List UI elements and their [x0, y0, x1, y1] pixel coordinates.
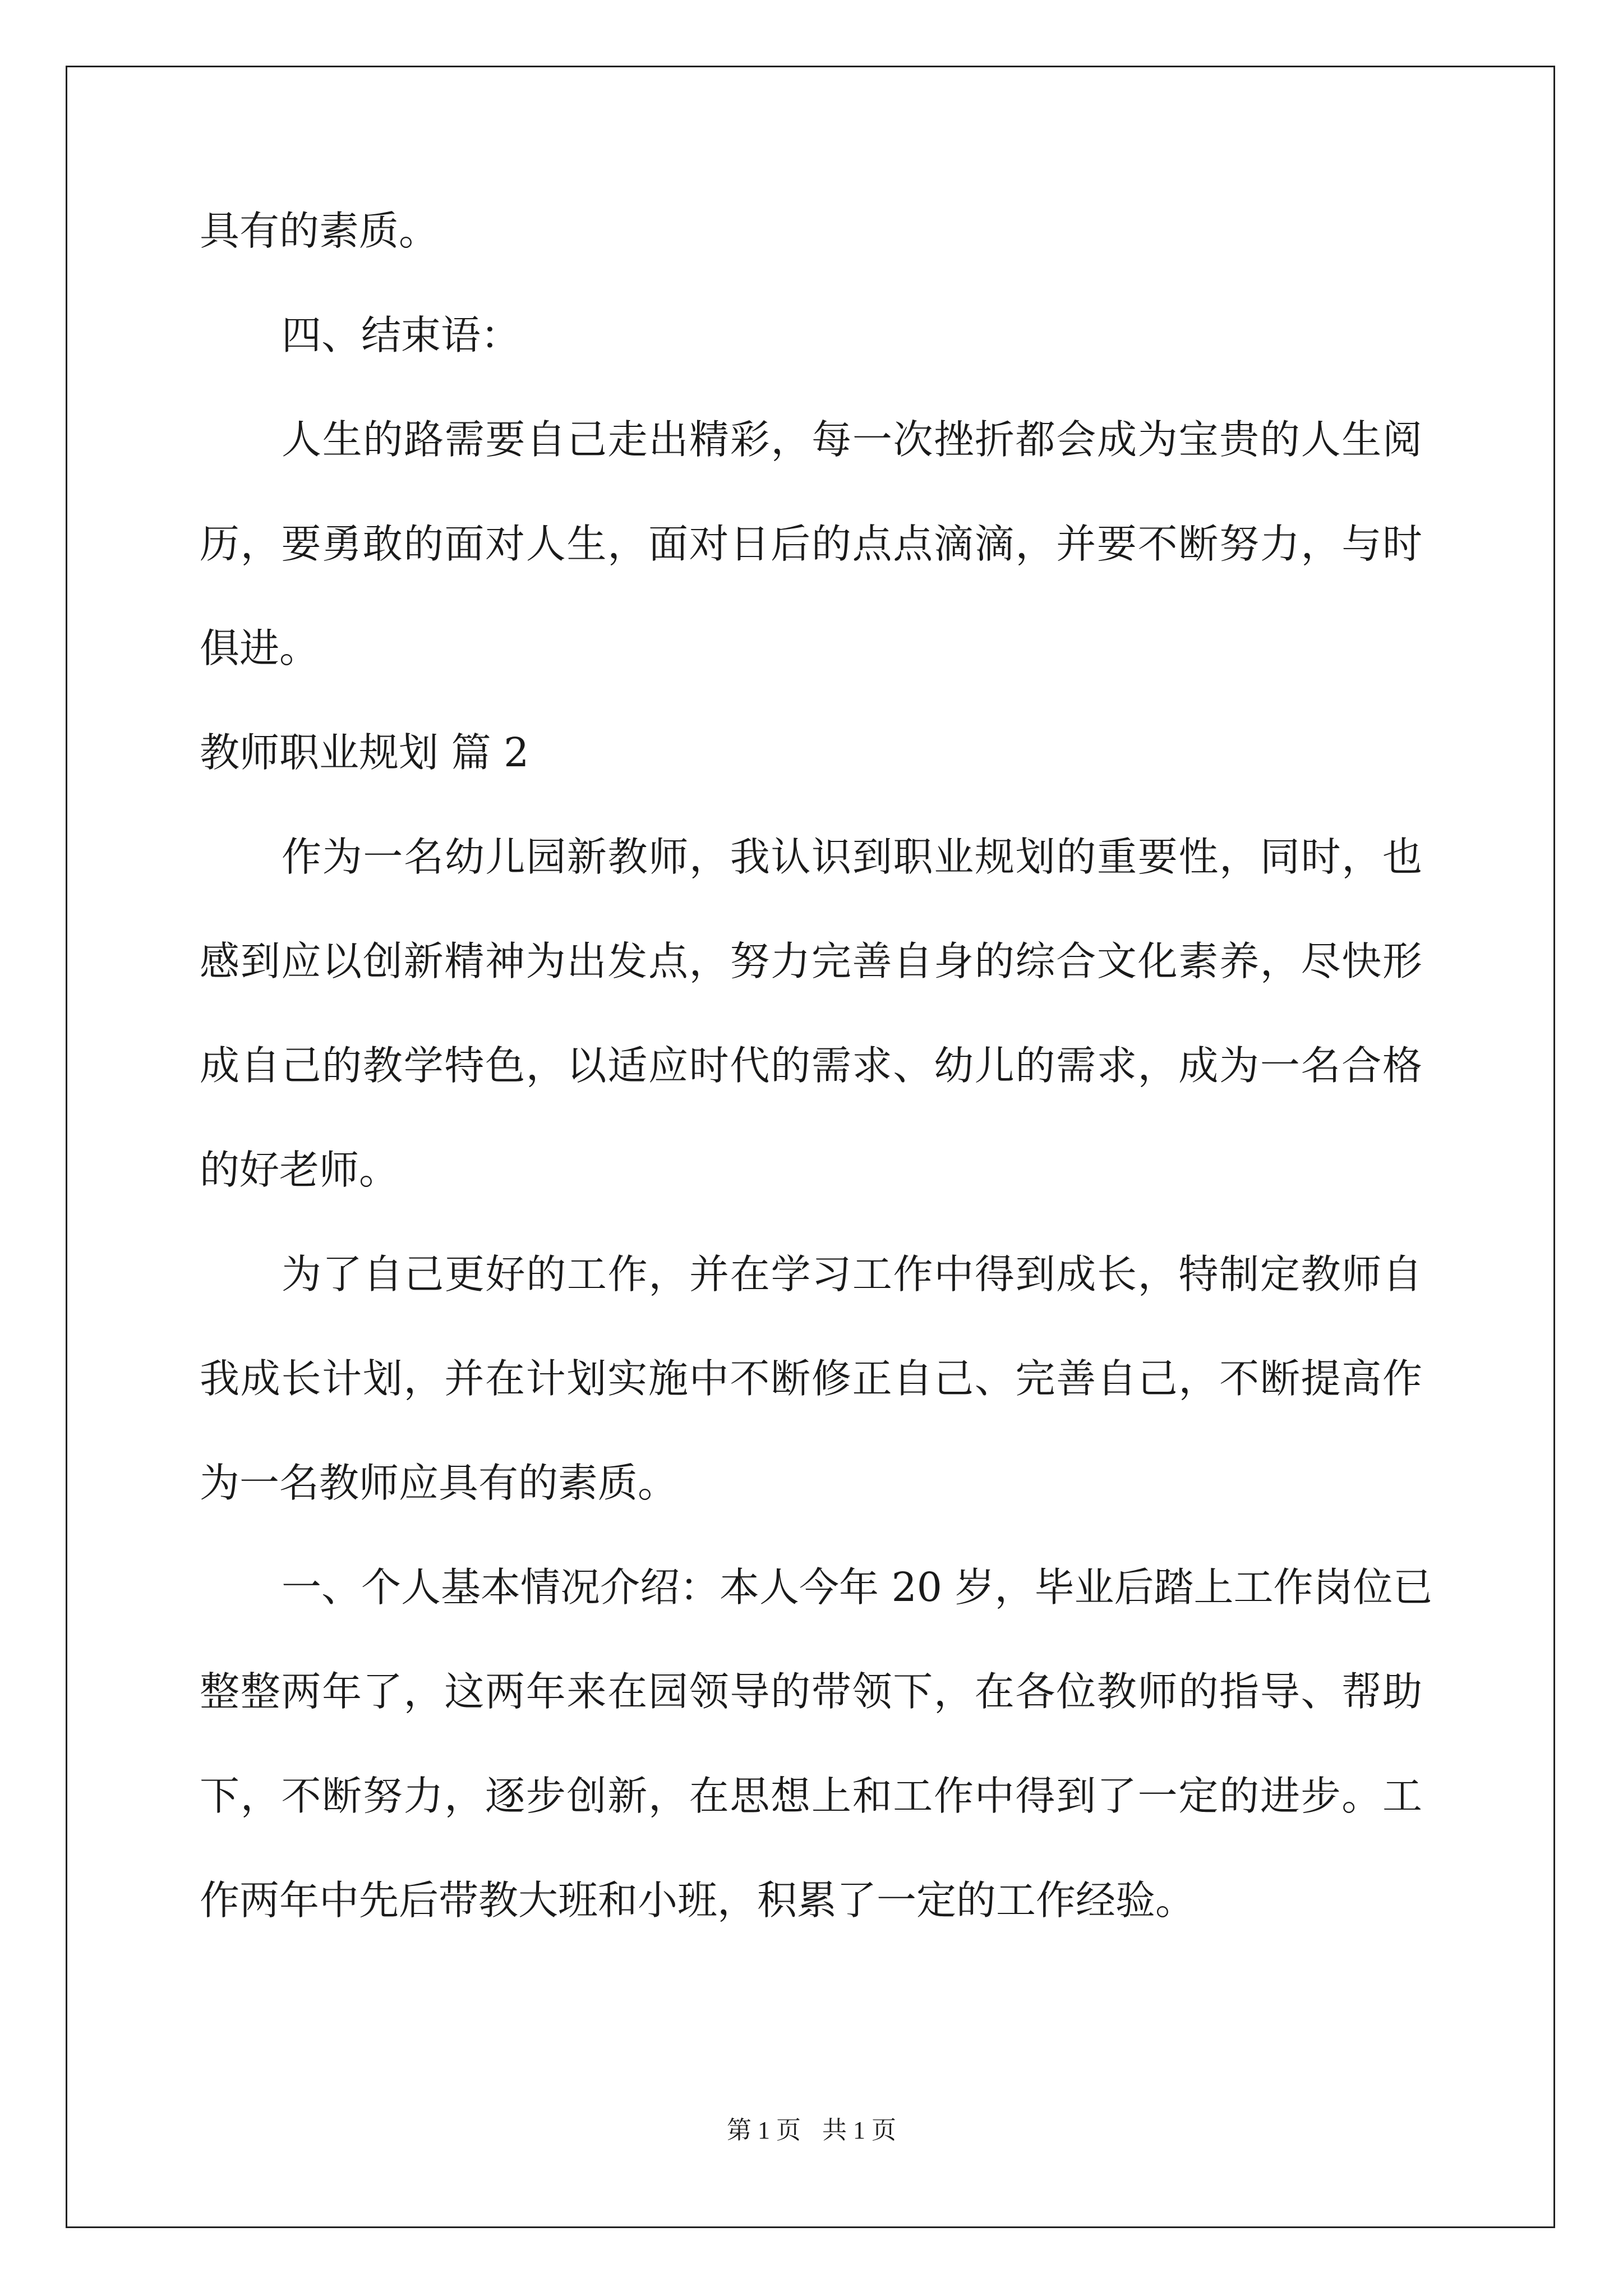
paragraph-line: 作两年中先后带教大班和小班，积累了一定的工作经验。	[200, 1877, 1196, 1924]
paragraph-line: 俱进。	[200, 625, 320, 671]
page-total: 共 1 页	[822, 2116, 896, 2144]
paragraph-line: 为一名教师应具有的素质。	[200, 1460, 678, 1506]
paragraph-line: 成自己的教学特色，以适应时代的需求、幼儿的需求，成为一名合格	[200, 1042, 1422, 1089]
section-heading: 四、结束语：	[282, 312, 521, 358]
paragraph-line: 具有的素质。	[200, 208, 439, 254]
page-footer	[0, 2114, 1623, 2147]
paragraph-line: 人生的路需要自己走出精彩，每一次挫折都会成为宝贵的人生阅	[282, 416, 1422, 463]
paragraph-line: 下，不断努力，逐步创新，在思想上和工作中得到了一定的进步。工	[200, 1773, 1422, 1819]
page-number: 第 1 页	[727, 2116, 801, 2144]
article-title: 教师职业规划 篇 2	[200, 729, 529, 776]
paragraph-line: 作为一名幼儿园新教师，我认识到职业规划的重要性，同时，也	[282, 834, 1422, 880]
paragraph-line: 整整两年了，这两年来在园领导的带领下，在各位教师的指导、帮助	[200, 1668, 1422, 1715]
paragraph-line: 历，要勇敢的面对人生，面对日后的点点滴滴，并要不断努力，与时	[200, 521, 1422, 567]
paragraph-line: 的好老师。	[200, 1147, 399, 1193]
paragraph-line: 为了自己更好的工作，并在学习工作中得到成长，特制定教师自	[282, 1251, 1422, 1297]
paragraph-line: 我成长计划，并在计划实施中不断修正自己、完善自己，不断提高作	[200, 1355, 1422, 1402]
paragraph-line: 感到应以创新精神为出发点，努力完善自身的综合文化素养，尽快形	[200, 938, 1422, 984]
paragraph-line: 一、个人基本情况介绍：本人今年 20 岁，毕业后踏上工作岗位已	[282, 1564, 1433, 1611]
